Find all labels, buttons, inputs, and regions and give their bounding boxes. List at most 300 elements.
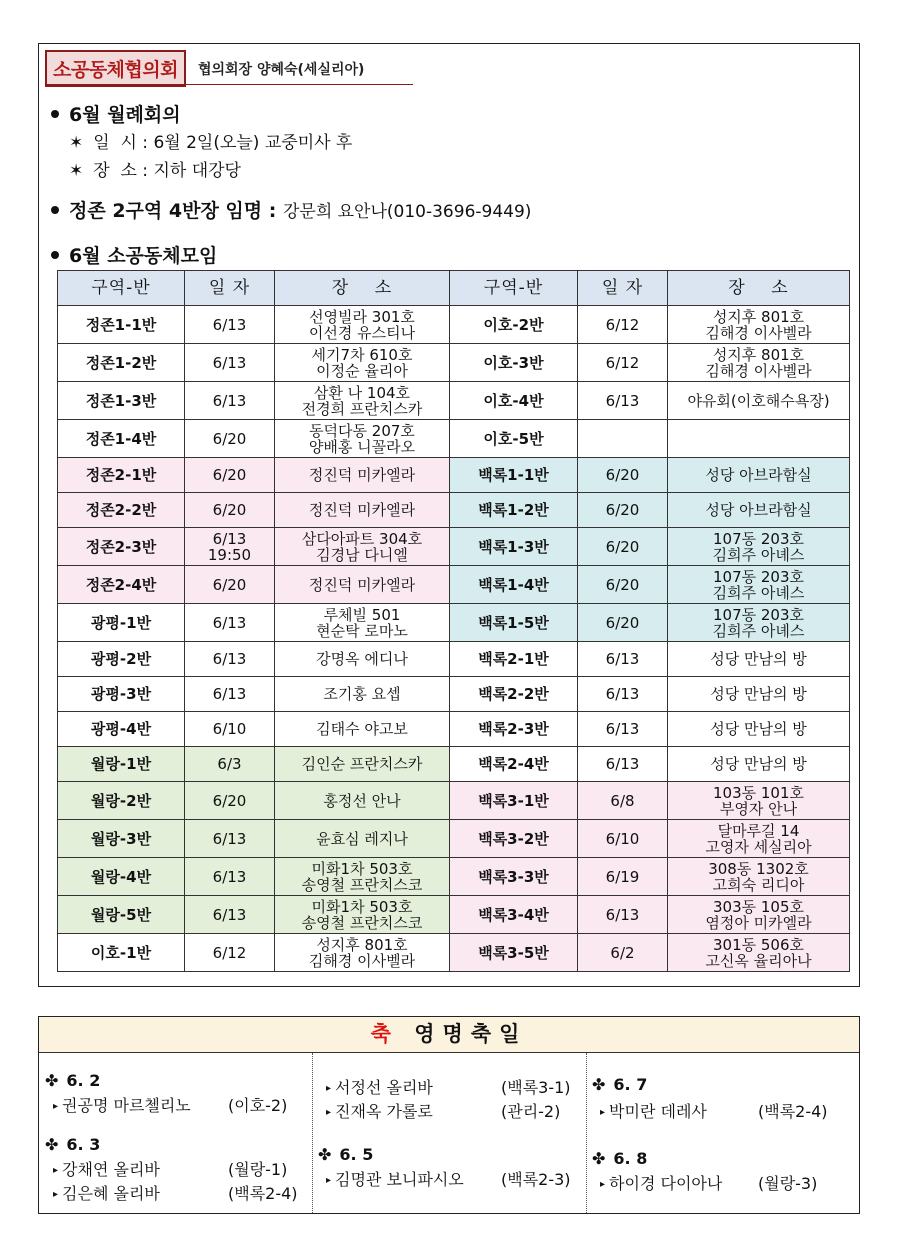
feast-day-box <box>38 1016 860 1214</box>
area-cell <box>450 820 578 858</box>
table-row <box>58 782 850 820</box>
person-group: (월랑-1) <box>228 1160 288 1179</box>
cell-line: 세기7차 610호 <box>311 345 413 364</box>
cell-line: 성당 만남의 방 <box>710 650 807 668</box>
cell-line: 미화1차 503호 <box>311 859 413 878</box>
feast-person <box>326 1075 576 1098</box>
cell-line: 현순탁 로마노 <box>316 621 408 640</box>
cell-text: 백록3-5반 <box>478 943 549 962</box>
area-cell <box>58 747 185 782</box>
person-group: (이호-2) <box>228 1096 288 1115</box>
date-cell <box>185 782 275 820</box>
date-cell <box>185 642 275 677</box>
date-cell <box>578 858 668 896</box>
cell-text: 광평-2반 <box>90 650 152 668</box>
place-cell <box>275 712 450 747</box>
cell-text: 백록1-5반 <box>478 613 549 632</box>
table-row <box>58 858 850 896</box>
place-cell <box>668 493 850 528</box>
person-group: (백록2-3) <box>501 1170 571 1189</box>
place-cell <box>275 820 450 858</box>
cell-line: 미화1차 503호 <box>311 897 413 916</box>
date-cell <box>578 896 668 934</box>
cell-text: 6/13 <box>605 720 640 738</box>
cell-line: 성당 만남의 방 <box>710 720 807 738</box>
place-cell <box>275 493 450 528</box>
bullet-icon <box>51 251 59 259</box>
date-cell <box>185 858 275 896</box>
triangle-bullet-icon: ▸ <box>53 1101 59 1112</box>
cell-text: 6/3 <box>217 755 242 773</box>
person-group: (관리-2) <box>501 1102 561 1121</box>
cell-line: 고신옥 율리아나 <box>705 951 812 970</box>
cell-text: 백록1-2반 <box>478 501 549 519</box>
clover-icon: ✤ <box>592 1075 606 1094</box>
table-row <box>58 344 850 382</box>
date-cell <box>185 896 275 934</box>
cell-text: 6/13 <box>212 905 247 924</box>
area-cell <box>450 528 578 566</box>
cell-text: 6/13 <box>212 685 247 703</box>
person-name: 김명관 보니파시오 <box>335 1170 464 1189</box>
date-cell <box>185 420 275 458</box>
cell-line: 성당 만남의 방 <box>710 685 807 703</box>
date-cell <box>578 677 668 712</box>
cell-text: 6/20 <box>605 466 640 484</box>
date-cell <box>185 566 275 604</box>
date-cell <box>578 344 668 382</box>
table-row <box>58 306 850 344</box>
cell-text: 6/13 <box>212 613 247 632</box>
meeting-place: ✶ 장 소 : 지하 대강당 <box>69 161 241 181</box>
table-header-row <box>58 271 850 306</box>
cell-text: 이호-3반 <box>483 353 544 372</box>
feast-date: ✤ 6. 8 <box>592 1149 648 1168</box>
cell-line: 삼다아파트 304호 <box>301 529 423 548</box>
cell-line: 성당 아브라함실 <box>705 501 812 519</box>
schedule-table <box>57 270 850 972</box>
date-cell <box>578 747 668 782</box>
cell-text: 백록3-4반 <box>478 905 549 924</box>
place-cell <box>668 747 850 782</box>
place-cell <box>275 934 450 972</box>
feast-date: ✤ 6. 2 <box>45 1071 101 1090</box>
cell-line: 107동 203호 <box>712 529 804 548</box>
cell-text: 6/20 <box>605 501 640 519</box>
cell-line: 김태수 야고보 <box>316 720 408 738</box>
place-cell <box>275 782 450 820</box>
cell-text: 이호-5반 <box>483 429 544 448</box>
place-cell <box>275 858 450 896</box>
feast-person <box>600 1099 850 1122</box>
cell-line: 107동 203호 <box>712 605 804 624</box>
area-cell <box>58 528 185 566</box>
header-underline <box>45 84 413 85</box>
cell-text: 6/13 <box>212 353 247 372</box>
area-cell <box>450 858 578 896</box>
cell-line: 염정아 미카엘라 <box>705 913 812 932</box>
place-cell <box>668 420 850 458</box>
cell-text: 이호-4반 <box>483 391 544 410</box>
date-cell <box>578 934 668 972</box>
cell-text: 이호-1반 <box>90 943 152 962</box>
area-cell <box>450 934 578 972</box>
cell-text: 정존2-4반 <box>85 575 157 594</box>
bullet-icon <box>51 206 59 214</box>
place-cell <box>668 642 850 677</box>
date-cell <box>578 493 668 528</box>
cell-text: 6/20 <box>605 575 640 594</box>
cell-text: 백록3-3반 <box>478 867 549 886</box>
cell-line: 송영철 프란치스코 <box>301 875 423 894</box>
triangle-bullet-icon: ▸ <box>326 1107 332 1118</box>
area-cell <box>58 344 185 382</box>
cell-text: 정존1-2반 <box>85 353 157 372</box>
area-cell <box>58 858 185 896</box>
area-cell <box>58 820 185 858</box>
cell-text: 이호-2반 <box>483 315 544 334</box>
asterisk-icon: ✶ <box>69 161 84 181</box>
person-name: 김은혜 올리바 <box>62 1184 160 1203</box>
clover-icon: ✤ <box>592 1149 606 1168</box>
council-header <box>45 50 364 87</box>
cell-line: 김해경 이사벨라 <box>308 951 416 970</box>
cell-line: 정진덕 미카엘라 <box>308 575 416 594</box>
person-name: 서정선 올리바 <box>335 1078 433 1097</box>
triangle-bullet-icon: ▸ <box>326 1083 332 1094</box>
area-cell <box>58 382 185 420</box>
area-cell <box>450 420 578 458</box>
cell-text: 6/13 <box>605 391 640 410</box>
person-name: 진재옥 가롤로 <box>335 1102 433 1121</box>
date-cell <box>578 528 668 566</box>
cell-line: 김인순 프란치스카 <box>301 755 423 773</box>
col-header-place: 장 소 <box>668 271 850 306</box>
table-row <box>58 677 850 712</box>
triangle-bullet-icon: ▸ <box>53 1189 59 1200</box>
cell-line: 김해경 이사벨라 <box>705 323 812 342</box>
place-cell <box>275 642 450 677</box>
place-cell <box>668 306 850 344</box>
cell-text: 6/13 <box>212 650 247 668</box>
place-cell <box>275 382 450 420</box>
person-group: (백록3-1) <box>501 1078 571 1097</box>
table-row <box>58 458 850 493</box>
place-cell <box>668 896 850 934</box>
date-cell <box>578 458 668 493</box>
area-cell <box>450 493 578 528</box>
place-cell <box>668 566 850 604</box>
cell-text: 월랑-1반 <box>90 755 152 773</box>
cell-line: 고희숙 리디아 <box>712 875 805 894</box>
cell-text: 광평-1반 <box>90 613 152 632</box>
area-cell <box>58 420 185 458</box>
cell-text: 6/13 <box>212 867 247 886</box>
cell-text: 정존2-3반 <box>85 537 157 556</box>
meeting-heading: 6월 월례회의 <box>51 100 181 127</box>
council-chair: 협의회장 양혜숙(세실리아) <box>197 61 365 78</box>
col-header-area: 구역-반 <box>450 271 578 306</box>
area-cell <box>450 458 578 493</box>
cell-text: 6/20 <box>605 613 640 632</box>
cell-line: 정진덕 미카엘라 <box>308 466 416 484</box>
feast-person <box>53 1093 303 1116</box>
date-cell <box>578 642 668 677</box>
date-cell <box>185 677 275 712</box>
date-cell <box>185 493 275 528</box>
area-cell <box>450 896 578 934</box>
person-group: (월랑-3) <box>758 1174 818 1193</box>
cell-text: 6/2 <box>610 943 635 962</box>
cell-text: 백록3-2반 <box>478 829 549 848</box>
feast-person <box>326 1167 576 1190</box>
cell-text: 백록1-1반 <box>478 466 549 484</box>
person-name: 강채연 올리바 <box>62 1160 160 1179</box>
feast-column <box>39 1053 313 1213</box>
place-cell <box>668 344 850 382</box>
date-cell <box>185 458 275 493</box>
place-cell <box>668 712 850 747</box>
cell-line: 동덕다동 207호 <box>309 421 415 440</box>
place-cell <box>275 420 450 458</box>
cell-text: 월랑-3반 <box>90 829 152 848</box>
feast-title: 축 영명축일 <box>39 1017 859 1053</box>
cell-text: 백록2-1반 <box>478 650 549 668</box>
date-cell <box>578 306 668 344</box>
cell-line: 윤효심 레지나 <box>316 829 408 848</box>
table-row <box>58 382 850 420</box>
cell-line: 야유회(이호해수욕장) <box>687 391 830 410</box>
col-header-place: 장 소 <box>275 271 450 306</box>
date-cell <box>185 604 275 642</box>
cell-text: 백록2-3반 <box>478 720 549 738</box>
area-cell <box>450 604 578 642</box>
table-row <box>58 493 850 528</box>
asterisk-icon: ✶ <box>69 133 84 153</box>
cell-text: 정존1-4반 <box>85 429 157 448</box>
table-row <box>58 896 850 934</box>
cell-line: 성지후 801호 <box>712 307 805 326</box>
cell-line: 송영철 프란치스코 <box>301 913 423 932</box>
area-cell <box>450 344 578 382</box>
cell-line: 김희주 아녜스 <box>712 621 805 640</box>
cell-line: 조기홍 요셉 <box>323 685 401 703</box>
meeting-date: ✶ 일 시 : 6월 2일(오늘) 교중미사 후 <box>69 133 353 153</box>
date-cell <box>578 820 668 858</box>
table-row <box>58 820 850 858</box>
table-row <box>58 420 850 458</box>
area-cell <box>450 566 578 604</box>
cell-line: 홍정선 안나 <box>323 791 401 810</box>
cell-line: 김해경 이사벨라 <box>705 361 812 380</box>
feast-column <box>312 1053 587 1213</box>
cell-text: 6/20 <box>212 429 247 448</box>
cell-line: 103동 101호 <box>712 783 804 802</box>
person-name: 하이경 다이아나 <box>609 1174 723 1193</box>
cell-text: 6/13 <box>605 905 640 924</box>
col-header-date: 일 자 <box>578 271 668 306</box>
col-header-date: 일 자 <box>185 271 275 306</box>
clover-icon: ✤ <box>45 1135 59 1154</box>
cell-text: 6/8 <box>610 791 635 810</box>
cell-text: 6/20 <box>212 466 247 484</box>
place-cell <box>275 677 450 712</box>
place-cell <box>275 896 450 934</box>
cell-text: 6/13 <box>605 685 640 703</box>
cell-text: 6/10 <box>605 829 640 848</box>
triangle-bullet-icon: ▸ <box>326 1175 332 1186</box>
cell-line: 김경남 다니엘 <box>316 545 408 564</box>
cell-text: 6/20 <box>212 791 247 810</box>
cell-line: 308동 1302호 <box>708 859 809 878</box>
cell-text: 백록2-2반 <box>478 685 549 703</box>
feast-date: ✤ 6. 7 <box>592 1075 648 1094</box>
cell-text: 6/13 <box>212 315 247 334</box>
cell-text: 월랑-2반 <box>90 791 152 810</box>
area-cell <box>58 566 185 604</box>
cell-line: 성당 만남의 방 <box>710 755 807 773</box>
table-row <box>58 747 850 782</box>
place-cell <box>275 604 450 642</box>
cell-line: 양배홍 니꼴라오 <box>308 437 416 456</box>
table-row <box>58 528 850 566</box>
date-cell <box>578 712 668 747</box>
cell-line: 김희주 아녜스 <box>712 545 805 564</box>
place-cell <box>668 858 850 896</box>
cell-text: 정존2-1반 <box>85 466 157 484</box>
cell-text: 6/12 <box>212 943 247 962</box>
cell-text: 6/13 19:50 <box>207 529 252 564</box>
cell-text: 6/12 <box>605 315 640 334</box>
triangle-bullet-icon: ▸ <box>600 1107 606 1118</box>
place-cell <box>275 344 450 382</box>
schedule-heading: 6월 소공동체모임 <box>51 241 217 268</box>
area-cell <box>58 642 185 677</box>
area-cell <box>450 642 578 677</box>
council-badge: 소공동체협의회 <box>45 50 186 87</box>
cell-line: 전경희 프란치스카 <box>301 399 423 418</box>
feast-person <box>326 1099 576 1122</box>
cell-text: 광평-3반 <box>90 685 152 703</box>
area-cell <box>58 896 185 934</box>
table-row <box>58 642 850 677</box>
cell-line: 김희주 아녜스 <box>712 583 805 602</box>
cell-text: 6/12 <box>605 353 640 372</box>
cell-line: 성지후 801호 <box>712 345 805 364</box>
cell-text: 정존2-2반 <box>85 501 157 519</box>
council-notice-box <box>38 43 860 987</box>
cell-line: 강명옥 에디나 <box>316 650 408 668</box>
area-cell <box>58 458 185 493</box>
person-name: 권공명 마르첼리노 <box>62 1096 191 1115</box>
place-cell <box>668 782 850 820</box>
date-cell <box>578 604 668 642</box>
person-group: (백록2-4) <box>758 1102 828 1121</box>
cell-line: 303동 105호 <box>712 897 804 916</box>
place-cell <box>668 934 850 972</box>
date-cell <box>185 528 275 566</box>
date-cell <box>185 344 275 382</box>
feast-person <box>600 1171 850 1194</box>
cell-line: 성당 아브라함실 <box>705 466 812 484</box>
cell-line: 루체빌 501 <box>323 605 401 624</box>
cell-text: 월랑-4반 <box>90 867 152 886</box>
place-cell <box>275 528 450 566</box>
bullet-icon <box>51 110 59 118</box>
triangle-bullet-icon: ▸ <box>53 1165 59 1176</box>
cell-text: 정존1-3반 <box>85 391 157 410</box>
date-cell <box>578 566 668 604</box>
cell-text: 백록2-4반 <box>478 755 549 773</box>
date-cell <box>185 382 275 420</box>
area-cell <box>58 677 185 712</box>
cell-line: 이선경 유스티나 <box>308 323 416 342</box>
place-cell <box>275 306 450 344</box>
place-cell <box>275 566 450 604</box>
cell-text: 백록1-3반 <box>478 537 549 556</box>
date-cell <box>185 306 275 344</box>
cell-text: 정존1-1반 <box>85 315 157 334</box>
area-cell <box>58 712 185 747</box>
feast-date: ✤ 6. 3 <box>45 1135 101 1154</box>
cell-line: 301동 506호 <box>712 935 804 954</box>
table-row <box>58 566 850 604</box>
feast-date: ✤ 6. 5 <box>318 1145 374 1164</box>
place-cell <box>668 604 850 642</box>
cell-line: 고영자 세실리아 <box>705 837 812 856</box>
area-cell <box>58 782 185 820</box>
cell-text: 6/13 <box>605 755 640 773</box>
place-cell <box>668 458 850 493</box>
cell-text: 광평-4반 <box>90 720 152 738</box>
date-cell <box>185 820 275 858</box>
table-row <box>58 934 850 972</box>
date-cell <box>185 934 275 972</box>
place-cell <box>668 820 850 858</box>
area-cell <box>450 382 578 420</box>
cell-line: 선영빌라 301호 <box>309 307 415 326</box>
cell-text: 6/19 <box>605 867 640 886</box>
cell-text: 월랑-5반 <box>90 905 152 924</box>
cell-text: 6/20 <box>605 537 640 556</box>
triangle-bullet-icon: ▸ <box>600 1179 606 1190</box>
area-cell <box>58 493 185 528</box>
cell-line: 정진덕 미카엘라 <box>308 501 416 519</box>
area-cell <box>58 306 185 344</box>
cell-text: 백록3-1반 <box>478 791 549 810</box>
feast-person <box>53 1157 303 1180</box>
area-cell <box>58 604 185 642</box>
cell-line: 삼환 나 104호 <box>313 383 411 402</box>
place-cell <box>275 747 450 782</box>
place-cell <box>275 458 450 493</box>
area-cell <box>450 677 578 712</box>
cell-text: 6/20 <box>212 575 247 594</box>
area-cell <box>450 712 578 747</box>
person-name: 박미란 데레사 <box>609 1102 707 1121</box>
date-cell <box>578 782 668 820</box>
feast-column <box>586 1053 859 1213</box>
table-row <box>58 604 850 642</box>
place-cell <box>668 528 850 566</box>
area-cell <box>450 306 578 344</box>
cell-text: 6/13 <box>212 391 247 410</box>
cell-line: 부영자 안나 <box>719 799 798 818</box>
cell-line: 이정순 율리아 <box>316 361 408 380</box>
cell-line: 달마루길 14 <box>717 821 800 840</box>
area-cell <box>450 782 578 820</box>
date-cell <box>578 382 668 420</box>
